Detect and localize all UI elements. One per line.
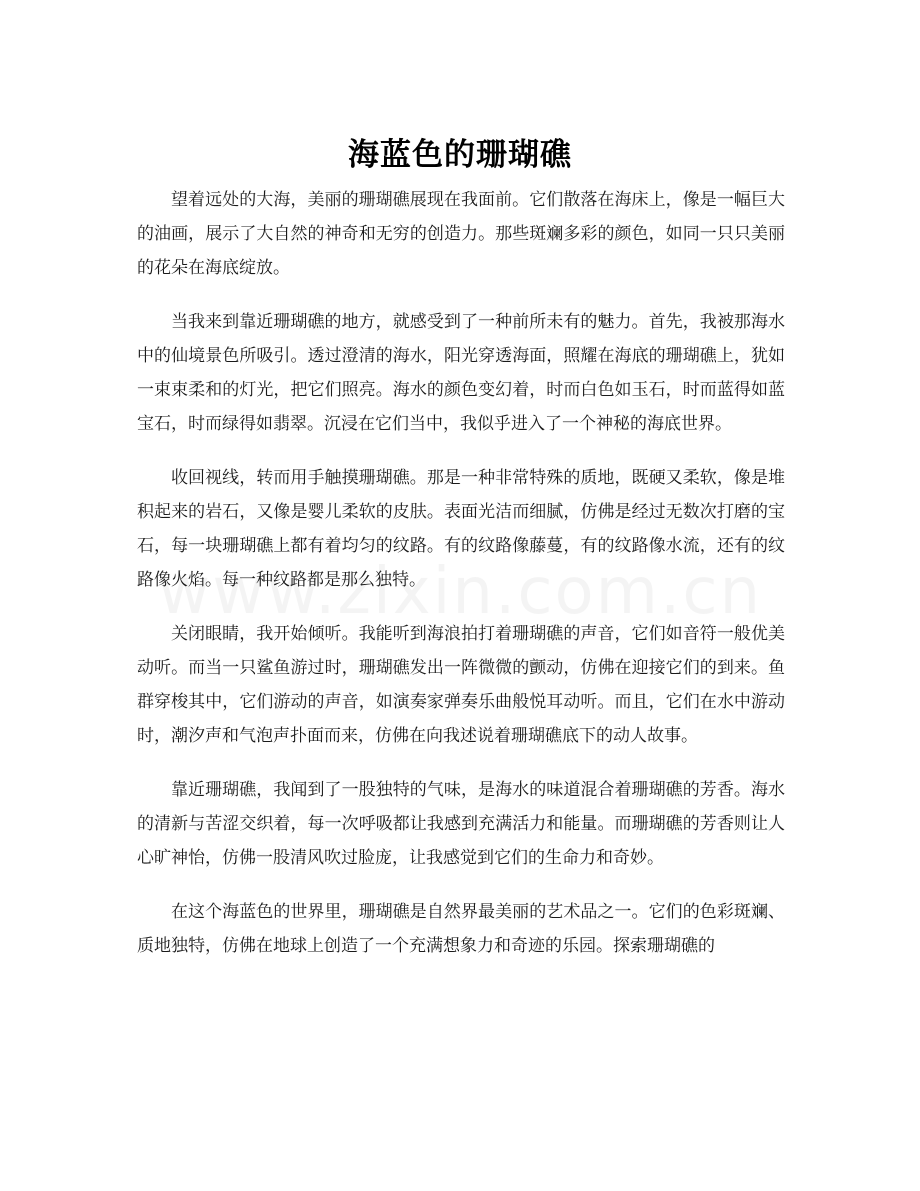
document-body [137, 183, 785, 983]
paragraph-6: 在这个海蓝色的世界里，珊瑚礁是自然界最美丽的艺术品之一。它们的色彩斑斓、质地独特，仿佛在地球上创造了一个充满想象力和奇迹的乐园。探索珊瑚礁的 [137, 902, 785, 956]
paragraph-3: 收回视线，转而用手触摸珊瑚礁。那是一种非常特殊的质地，既硬又柔软，像是堆积起来的岩石，又像是婴儿柔软的皮肤。表面光洁而细腻，仿佛是经过无数次打磨的宝石，每一块珊瑚礁上都有着均匀的纹路。有的纹路像藤蔓，有的纹路像水流，还有的纹路像火焰。每一种纹路都是那么独特。 [137, 468, 785, 590]
paragraph-4: 关闭眼睛，我开始倾听。我能听到海浪拍打着珊瑚礁的声音，它们如音符一般优美动听。而当一只鲨鱼游过时，珊瑚礁发出一阵微微的颤动，仿佛在迎接它们的到来。鱼群穿梭其中，它们游动的声音，如演奏家弹奏乐曲般悦耳动听。而且，它们在水中游动时，潮汐声和气泡声扑面而来，仿佛在向我述说着珊瑚礁底下的动人故事。 [137, 624, 785, 746]
document-title: 海蓝色的珊瑚礁 [348, 136, 572, 173]
paragraph-5: 靠近珊瑚礁，我闻到了一股独特的气味，是海水的味道混合着珊瑚礁的芳香。海水的清新与苦涩交织着，每一次呼吸都让我感到充满活力和能量。而珊瑚礁的芳香则让人心旷神怡，仿佛一股清风吹过脸庞，让我感觉到它们的生命力和奇妙。 [137, 780, 785, 868]
paragraph-2: 当我来到靠近珊瑚礁的地方，就感受到了一种前所未有的魅力。首先，我被那海水中的仙境景色所吸引。透过澄清的海水，阳光穿透海面，照耀在海底的珊瑚礁上，犹如一束束柔和的灯光，把它们照亮。海水的颜色变幻着，时而白色如玉石，时而蓝得如蓝宝石，时而绿得如翡翠。沉浸在它们当中，我似乎进入了一个神秘的海底世界。 [137, 312, 785, 434]
paragraph-1: 望着远处的大海，美丽的珊瑚礁展现在我面前。它们散落在海床上，像是一幅巨大的油画，展示了大自然的神奇和无穷的创造力。那些斑斓多彩的颜色，如同一只只美丽的花朵在海底绽放。 [137, 190, 785, 278]
